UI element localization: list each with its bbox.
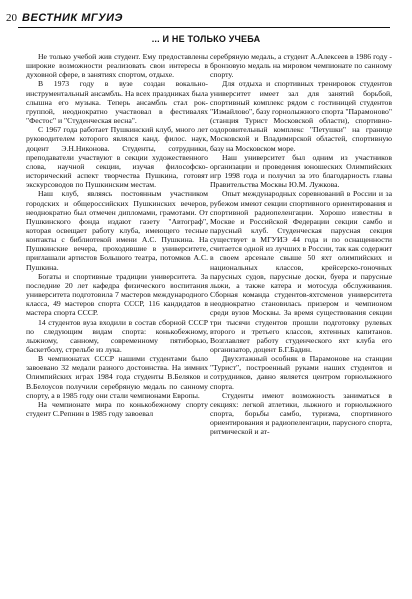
paragraph: Богаты и спортивные традиции университета. За последние 20 лет кафедра физического воспитания университета подготовила 7 мастеров международного класса, 49 мастеров спорта СССР, 116 кандидатов в мастера спорта СССР. <box>26 271 208 318</box>
paragraph: С 1967 года работает Пушкинский клуб, много лет руководителем которого являлся канд. филос. наук, доцент Э.Н.Никонова. Студенты, сотрудники, преподаватели участвуют в секции художественного слова, научной секции, изучая философско-исторический аспект творчества Пушкина, готовят экскурсоводов по Пушкинским местам. <box>26 125 208 190</box>
paragraph: Двухэтажный особняк в Парамонове на станции "Турист", построенный руками наших студентов и сотрудников, давно является центром горнолыжного спорта. <box>210 354 392 391</box>
right-column <box>210 52 392 437</box>
paragraph: Не только учебой жив студент. Ему предоставлены широкие возможности реализовать свои интересы в духовной сфере, в занятиях спортом, отдыхе. <box>26 52 208 80</box>
page-header <box>6 6 392 24</box>
journal-name: ВЕСТНИК МГУИЭ <box>22 12 123 24</box>
paragraph: серебряную медаль, а студент А.Алексеев в 1986 году - бронзовую медаль на мировом чемпионате по санному спорту. <box>210 52 392 80</box>
article-title: ... И НЕ ТОЛЬКО УЧЕБА <box>151 34 261 44</box>
paragraph: 14 студентов вуза входили в состав сборной СССР по следующим видам спорта: конькобежному, лыжному, санному, современному пятиборью, баскетболу, стрельбе из лука. <box>26 317 208 354</box>
paragraph: Студенты имеют возможность заниматься в секциях: легкой атлетики, лыжного и горнолыжного спорта, борьбы самбо, туризма, спортивного ориентирования и радиопеленгации, парусного спорта, ритмической и ат- <box>210 390 392 437</box>
paragraph: Для отдыха и спортивных тренировок студентов университет имеет зал для занятий борьбой, спортивный комплекс рядом с гостиницей студентов "Измайлово", базу горнолыжного спорта "Парамоново" (станция Турист Московской области), спортивно-оздоровительный комплекс "Петушки" на границе Московской и Владимирской областей, спортивную базу на Московском море. <box>210 79 392 153</box>
page-number: 20 <box>6 12 17 24</box>
paragraph: Опыт международных соревнований в России и за рубежом имеют секции спортивного ориентирования и спортивной радиопеленгации. Хорошо известны в Москве и Российской Федерации секции самбо и парусный клуб. Студенческая парусная секция существует в МГУИЭ 44 года и по оснащенности считается одной из лучших в России, так как содержит в своем арсенале свыше 50 яхт олимпийских и национальных классов, крейсерско-гоночных парусных судов, парусные доски, буера и парусные лыжи, а также катера и мотосуда обслуживания. Сборная команда студентов-яхтсменов университета неоднократно становилась призером и чемпионом среди вузов Москвы. За время существования секции три тысячи студентов прошли подготовку рулевых второго и третьего классов, яхтенных капитанов. Возглавляет работу студенческого яхт клуба его организатор, доцент Б.Г.Бадин. <box>210 189 392 354</box>
paragraph: Наш университет был одним из участников организации и проведения юношеских Олимпийских игр 1998 года и получил за это благодарность главы Правительства Москвы Ю.М. Лужкова. <box>210 152 392 190</box>
header-rule <box>18 27 390 28</box>
paragraph: В чемпионатах СССР нашими студентами было завоевано 32 медали разного достоинства. На зимних Олимпийских играх 1984 года студенты В.Беляков и В.Белоусов получили серебряную медаль по санному спорту, а в 1985 году они стали чемпионами Европы. <box>26 354 208 400</box>
left-column <box>26 52 208 418</box>
paragraph: На чемпионате мира по конькобежному спорту студент С.Репнин в 1985 году завоевал <box>26 399 208 419</box>
paragraph: Наш клуб, являясь постоянным участником городских и общероссийских Пушкинских вечеров, неоднократно был отмечен дипломами, грамотами. От Пушкинского фонда издают газету "Автограф", которая освещает работу клуба, имеющего тесные контакты с библиотекой имени А.С. Пушкина. На Пушкинские вечера, проходившие в университете, приглашали артистов Большого театра, потомков А.С. Пушкина. <box>26 189 208 272</box>
paragraph: В 1973 году в вузе создан вокально-инструментальный ансамбль. На всех праздниках была слышна его музыка. Теперь ансамбль стал рок-группой, неоднократно участвовал в фестивалях "Фестос" и "Студенческая весна". <box>26 79 208 126</box>
